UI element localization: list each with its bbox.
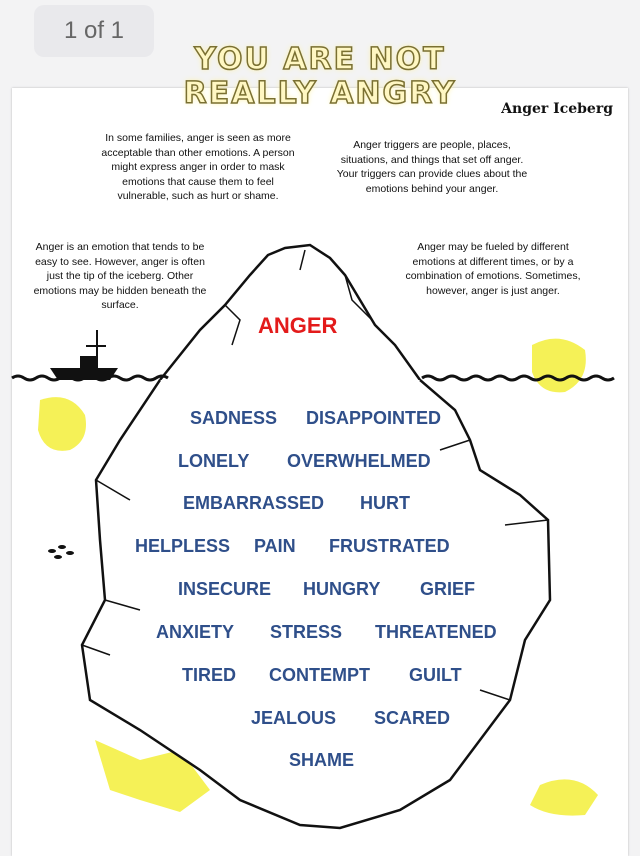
emotion-word: HURT: [360, 493, 410, 513]
emotion-word: OVERWHELMED: [287, 451, 431, 471]
emotion-word: THREATENED: [375, 622, 497, 642]
page-title-line2: REALLY ANGRY: [183, 76, 457, 111]
fish-icon: [48, 545, 74, 559]
emotion-word: TIRED: [182, 665, 236, 685]
emotion-word: LONELY: [178, 451, 250, 471]
emotion-word: SHAME: [289, 750, 355, 770]
note-mid-left: Anger is an emotion that tends to be easy to see. However, anger is often just the tip of the iceberg. Other emotions may be hidden beneath the surface.: [33, 241, 207, 311]
emotion-word: DISAPPOINTED: [306, 408, 442, 428]
note-top-left: In some families, anger is seen as more acceptable than other emotions. A person might express anger in order to mask emotions that cause them to feel vulnerable, such as hurt or shame.: [101, 132, 295, 202]
note-mid-right: Anger may be fueled by different emotions at different times, or by a combination of emotions. Sometimes, however, anger is just anger.: [405, 241, 581, 297]
note-top-right: Anger triggers are people, places, situations, and things that set off anger. Your triggers can provide clues about the emotions behind your anger.: [336, 139, 528, 195]
emotion-word: HELPLESS: [135, 536, 231, 556]
emotion-word: INSECURE: [178, 579, 272, 599]
emotion-word: FRUSTRATED: [329, 536, 450, 556]
emotion-word: GRIEF: [420, 579, 476, 599]
page-counter: 1 of 1: [34, 5, 154, 57]
emotion-word: GUILT: [409, 665, 462, 685]
emotion-word: CONTEMPT: [269, 665, 370, 685]
emotion-word: STRESS: [270, 622, 343, 642]
emotion-word: SADNESS: [190, 408, 278, 428]
emotion-word: JEALOUS: [251, 708, 337, 728]
page-title-line1: YOU ARE NOT: [194, 42, 446, 77]
emotion-word: SCARED: [374, 708, 451, 728]
document-title: Anger Iceberg: [501, 101, 613, 117]
emotion-word: EMBARRASSED: [183, 493, 325, 513]
emotion-word: ANXIETY: [156, 622, 235, 642]
boat-icon: [50, 330, 118, 380]
emotion-word: HUNGRY: [303, 579, 381, 599]
emotion-word: PAIN: [254, 536, 296, 556]
anger-label: ANGER: [258, 313, 338, 338]
